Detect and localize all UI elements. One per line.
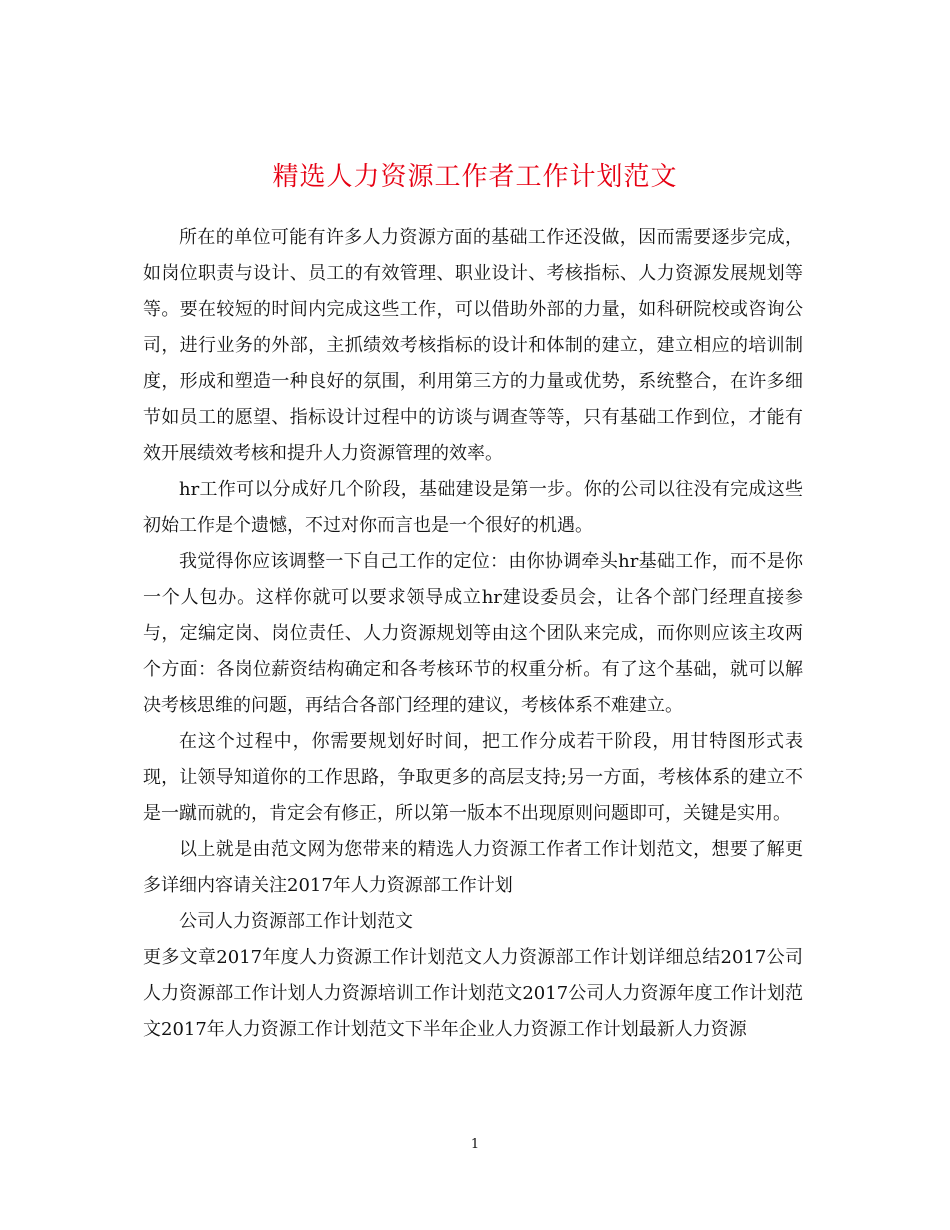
paragraph-1: 所在的单位可能有许多人力资源方面的基础工作还没做，因而需要逐步完成，如岗位职责与设计、员工的有效管理、职业设计、考核指标、人力资源发展规划等等。要在较短的时间内完成这些工作，可以借助外部的力量，如科研院校或咨询公司，进行业务的外部，主抓绩效考核指标的设计和体制的建立，建立相应的培训制度，形成和塑造一种良好的氛围，利用第三方的力量或优势，系统整合，在许多细节如员工的愿望、指标设计过程中的访谈与调查等等，只有基础工作到位，才能有效开展绩效考核和提升人力资源管理的效率。 <box>143 227 803 464</box>
page-number: 1 <box>470 1137 480 1152</box>
paragraph-3: 我觉得你应该调整一下自己工作的定位：由你协调牵头hr基础工作，而不是你一个人包办。这样你就可以要求领导成立hr建设委员会，让各个部门经理直接参与，定编定岗、岗位责任、人力资源规划等由这个团队来完成，而你则应该主攻两个方面：各岗位薪资结构确定和各考核环节的权重分析。有了这个基础，就可以解决考核思维的问题，再结合各部门经理的建议，考核体系不难建立。 <box>143 551 803 716</box>
paragraph-2: hr工作可以分成好几个阶段，基础建设是第一步。你的公司以往没有完成这些初始工作是个遗憾，不过对你而言也是一个很好的机遇。 <box>143 479 803 536</box>
paragraph-4: 在这个过程中，你需要规划好时间，把工作分成若干阶段，用甘特图形式表现，让领导知道你的工作思路，争取更多的高层支持;另一方面，考核体系的建立不是一蹴而就的，肯定会有修正，所以第一版本不出现原则问题即可，关键是实用。 <box>143 731 803 824</box>
paragraph-6: 公司人力资源部工作计划范文 <box>179 911 413 932</box>
paragraph-5: 以上就是由范文网为您带来的精选人力资源工作者工作计划范文，想要了解更多详细内容请关注2017年人力资源部工作计划 <box>143 839 803 896</box>
related-articles: 更多文章2017年度人力资源工作计划范文人力资源部工作计划详细总结2017公司人力资源部工作计划人力资源培训工作计划范文2017公司人力资源年度工作计划范文2017年人力资源工作计划范文下半年企业人力资源工作计划最新人力资源 <box>143 947 803 1040</box>
document-title: 精选人力资源工作者工作计划范文 <box>272 162 678 193</box>
document-body <box>143 220 803 1048</box>
